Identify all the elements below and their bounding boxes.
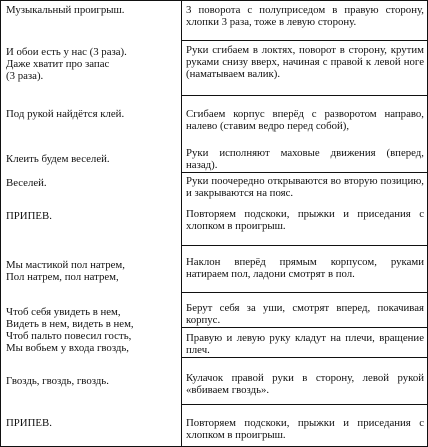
lyric-cell: ПРИПЕВ. <box>6 210 52 222</box>
lyric-cell: ПРИПЕВ. <box>6 417 52 429</box>
row-separator <box>182 357 428 358</box>
movement-cell: Правую и левую руку кладут на плечи, вращение плеч. <box>186 332 424 356</box>
lyric-cell: Мы мастикой пол натрем, Пол натрем, пол натрем, <box>6 259 125 283</box>
lyric-cell: Музыкальный проигрыш. <box>6 4 125 16</box>
movement-cell: Повторяем подскоки, прыжки и приседания с хлопком в проигрыш. <box>186 417 424 441</box>
movement-cell: Руки поочередно открываются во вторую позицию, и закрываются на пояс. <box>186 175 424 199</box>
row-separator <box>182 327 428 328</box>
movement-cell: Руки сгибаем в локтях, поворот в сторону, крутим руками снизу вверх, начиная с правой к левой ноге (наматываем валик). <box>186 44 424 80</box>
column-divider <box>181 1 182 446</box>
row-separator <box>182 404 428 405</box>
movement-cell: Наклон вперёд прямым корпусом, руками натираем пол, ладони смотрят в пол. <box>186 256 424 280</box>
movement-cell: Берут себя за уши, смотрят вперед, покачивая корпус. <box>186 302 424 326</box>
lyric-cell: Под рукой найдётся клей. <box>6 108 125 120</box>
row-separator <box>182 292 428 293</box>
lyric-cell: Чтоб себя увидеть в нем, Видеть в нем, видеть в нем, Чтоб пальто повесил гость, Мы вобьем у входа гвоздь, <box>6 306 134 354</box>
movement-cell: Руки исполняют маховые движения (вперед, назад). <box>186 147 424 171</box>
movement-cell: Кулачок правой руки в сторону, левой рукой «вбиваем гвоздь». <box>186 372 424 396</box>
row-separator <box>182 245 428 246</box>
movement-cell: Сгибаем корпус вперёд с разворотом направо, налево (ставим ведро перед собой), <box>186 108 424 132</box>
movement-cell: 3 поворота с полуприседом в правую сторону, хлопки 3 раза, тоже в левую сторону. <box>186 4 424 28</box>
movement-cell: Повторяем подскоки, прыжки и приседания с хлопком в проигрыш. <box>186 208 424 232</box>
lyric-cell: Клеить будем веселей. <box>6 153 110 165</box>
row-separator <box>182 95 428 96</box>
lyric-cell: Гвоздь, гвоздь, гвоздь. <box>6 375 109 387</box>
row-separator <box>182 172 428 173</box>
lyric-cell: Веселей. <box>6 177 47 189</box>
row-separator <box>182 40 428 41</box>
lyric-cell: И обои есть у нас (3 раза). Даже хватит про запас (3 раза). <box>6 46 127 82</box>
